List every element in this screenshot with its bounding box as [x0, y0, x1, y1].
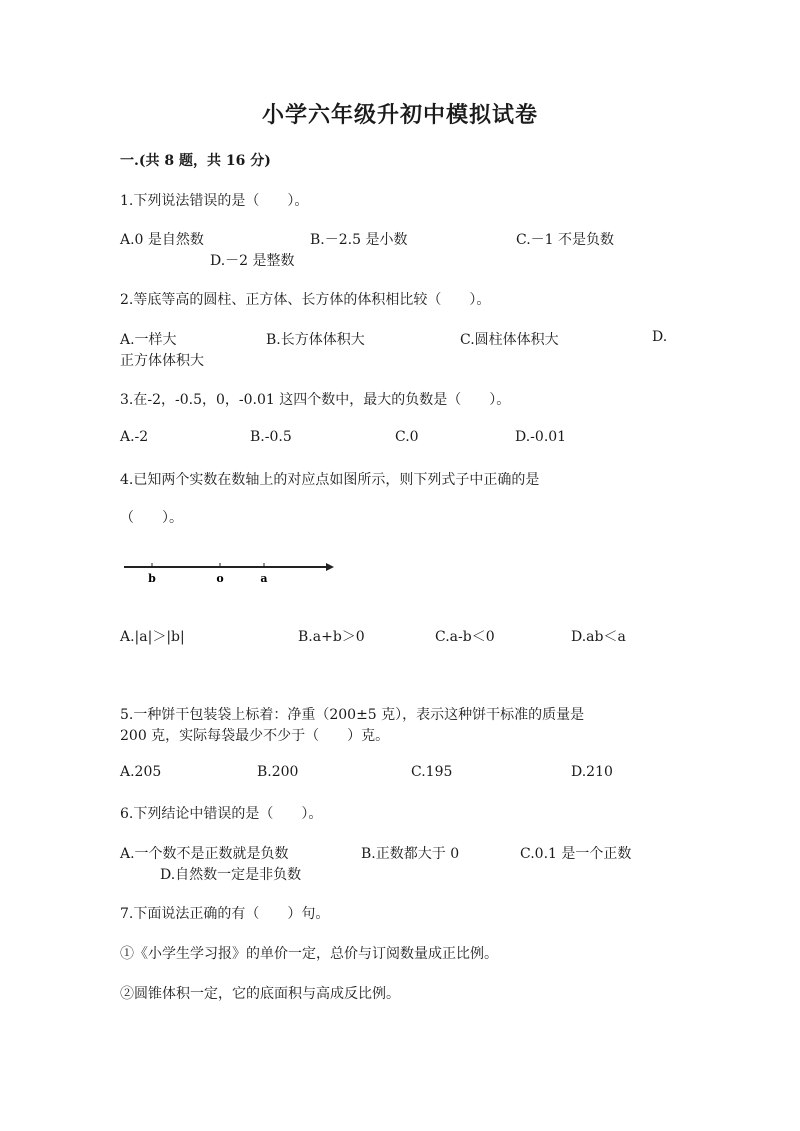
question-1-option-d: D.－2 是整数	[210, 253, 295, 269]
number-line-arrow	[326, 563, 334, 571]
question-6-option-a: A.一个数不是正数就是负数	[120, 846, 289, 862]
question-2-option-d-text: 正方体体积大	[120, 353, 204, 369]
question-5-option-a: A.205	[120, 764, 162, 780]
question-2-option-c: C.圆柱体体积大	[460, 332, 559, 348]
question-6-option-d: D.自然数一定是非负数	[160, 867, 302, 883]
question-5-option-c: C.195	[411, 764, 453, 780]
question-4-option-a: A.|a|＞|b|	[120, 629, 185, 645]
question-7-statement-1: ①《小学生学习报》的单价一定，总价与订阅数量成正比例。	[120, 946, 498, 962]
question-5-stem-line1: 5.一种饼干包装袋上标着：净重（200±5 克），表示这种饼干标准的质量是	[120, 707, 585, 723]
question-1-stem: 1.下列说法错误的是（ ）。	[120, 193, 309, 209]
question-3-option-c: C.0	[395, 429, 419, 445]
section-heading: 一.(共 8 题，共 16 分)	[120, 153, 271, 169]
question-4-option-b: B.a+b＞0	[298, 629, 365, 645]
question-3-option-d: D.-0.01	[515, 429, 567, 445]
question-4-stem-line2: （ ）。	[120, 510, 183, 526]
number-line-figure	[120, 558, 340, 590]
label-a: a	[260, 572, 268, 585]
page-title: 小学六年级升初中模拟试卷	[261, 102, 538, 128]
question-6-option-c: C.0.1 是一个正数	[520, 846, 632, 862]
question-5-option-b: B.200	[257, 764, 299, 780]
question-7-statement-2: ②圆锥体积一定，它的底面积与高成反比例。	[120, 986, 400, 1002]
question-4-option-c: C.a-b＜0	[435, 629, 495, 645]
question-5-option-d: D.210	[571, 764, 613, 780]
question-3-option-a: A.-2	[120, 429, 149, 445]
question-4-stem-line1: 4.已知两个实数在数轴上的对应点如图所示，则下列式子中正确的是	[120, 472, 540, 488]
question-2-option-a: A.一样大	[120, 332, 177, 348]
question-1-option-a: A.0 是自然数	[120, 232, 204, 248]
question-2-option-d-letter: D.	[652, 329, 668, 345]
question-3-stem: 3.在-2，-0.5，0，-0.01 这四个数中，最大的负数是（ ）。	[120, 392, 511, 408]
label-o: o	[216, 572, 224, 585]
question-2-stem: 2.等底等高的圆柱、正方体、长方体的体积相比较（ ）。	[120, 292, 491, 308]
question-1-option-b: B.－2.5 是小数	[310, 232, 408, 248]
question-2-option-b: B.长方体体积大	[266, 332, 365, 348]
question-1-option-c: C.－1 不是负数	[516, 232, 615, 248]
question-6-option-b: B.正数都大于 0	[361, 846, 460, 862]
question-7-stem: 7.下面说法正确的有（ ）句。	[120, 906, 330, 922]
question-3-option-b: B.-0.5	[250, 429, 292, 445]
question-5-stem-line2: 200 克，实际每袋最少不少于（ ）克。	[120, 728, 390, 744]
question-4-option-d: D.ab＜a	[571, 629, 626, 645]
label-b: b	[148, 572, 156, 585]
question-6-stem: 6.下列结论中错误的是（ ）。	[120, 806, 323, 822]
